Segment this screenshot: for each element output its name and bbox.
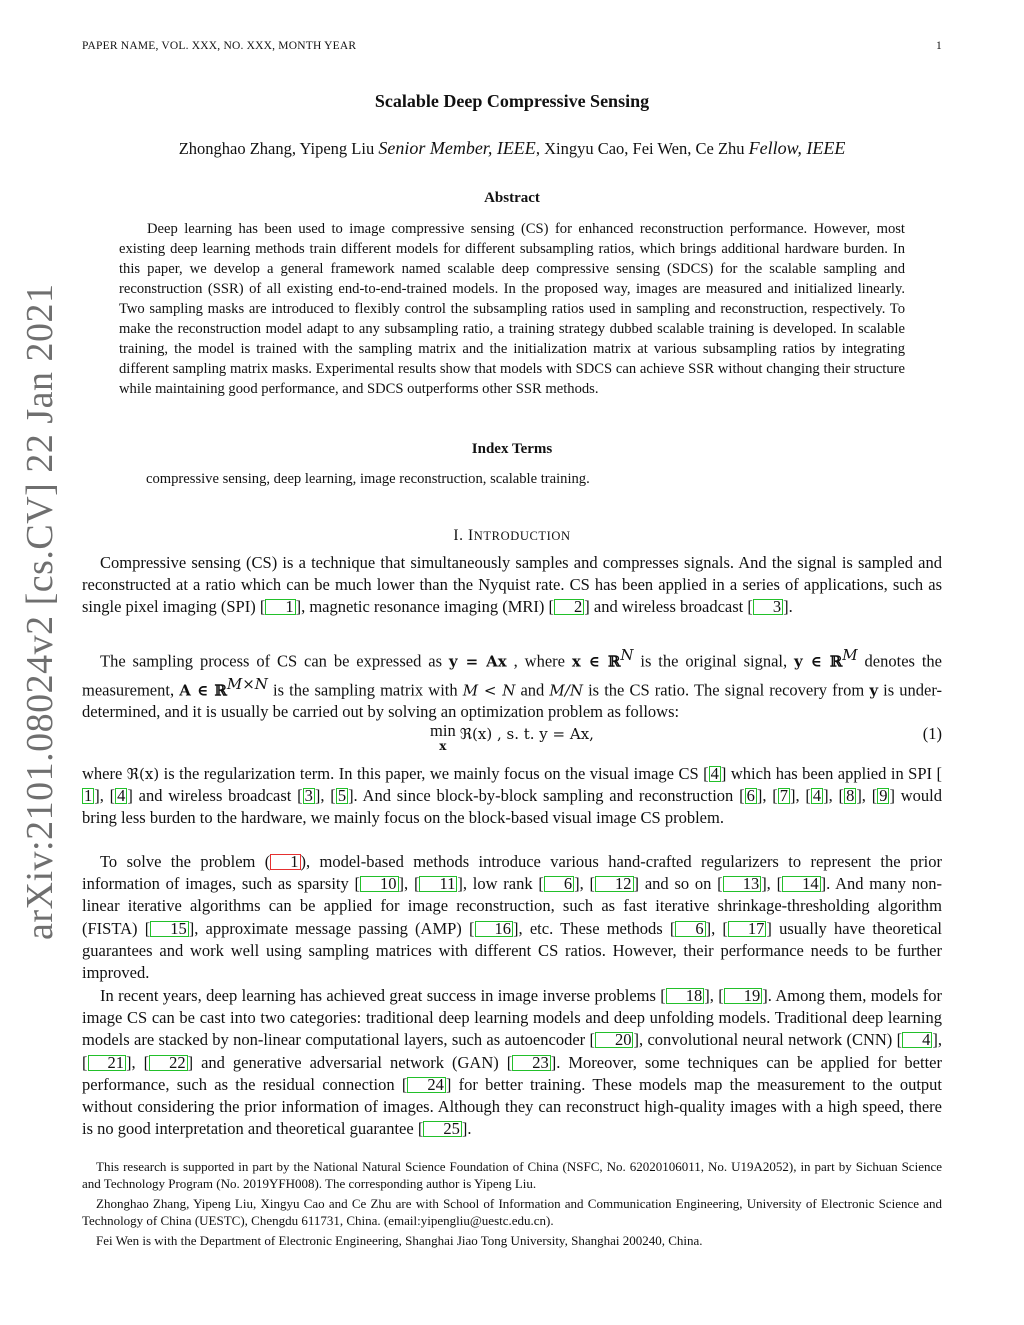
running-header [82, 40, 942, 52]
citation-link[interactable]: 1 [265, 599, 295, 615]
arxiv-identifier[interactable]: arXiv:2101.08024v2 [cs.CV] 22 Jan 2021 [19, 283, 61, 940]
citation-link[interactable]: 23 [512, 1055, 551, 1071]
running-title: PAPER NAME, VOL. XXX, NO. XXX, MONTH YEAR [82, 40, 357, 52]
math-inline: ℜ(x) [126, 765, 160, 783]
citation-link[interactable]: 18 [666, 988, 705, 1004]
citation-link[interactable]: 6 [544, 876, 574, 892]
equation-1 [82, 721, 942, 753]
citation-link[interactable]: 5 [337, 786, 347, 806]
citation-link[interactable]: 10 [360, 876, 399, 892]
index-terms-text: compressive sensing, deep learning, image reconstruction, scalable training. [146, 471, 590, 487]
equation-body: min x ℜ(x) , s. t. y = Ax, [430, 721, 594, 753]
paragraph-intro-4: To solve the problem ( 1 ), model-based methods introduce various hand-crafted regularizers to represent the prior information of images, such as sparsity [ 10 ], [ 11 ], low rank [ 6 ], [ 12 ] and so on [ 13 ], [ 14 ]. And many non-linear iterative algorithms can be applied for image reconstruction, such as fast iterative shrinkage-thresholding algorithm (FISTA) [ 15 ], approximate message passing (AMP) [ 16 ], etc. These methods [ 6 ], [ 17 ] usually have theoretical guarantees and work well using sampling matrices with different CS ratios. However, their performance needs to be further improved. [82, 852, 942, 983]
footnotes [82, 1158, 942, 1252]
footnote-affiliation-sjtu: Fei Wen is with the Department of Electronic Engineering, Shanghai Jiao Tong University, Shanghai 200240, China. [96, 1233, 703, 1248]
citation-link[interactable]: 3 [753, 599, 783, 615]
author-role-1: Senior Member, IEEE [378, 138, 536, 158]
author-names-2: , Xingyu Cao, Fei Wen, Ce Zhu [535, 139, 749, 158]
citation-link[interactable]: 17 [728, 921, 767, 937]
abstract-heading: Abstract [484, 190, 540, 206]
citation-link[interactable]: 11 [419, 876, 457, 892]
section-heading-introduction [0, 527, 1024, 545]
citation-link[interactable]: 19 [724, 988, 763, 1004]
citation-link[interactable]: 4 [902, 1032, 932, 1048]
footnote-affiliation-uestc: Zhonghao Zhang, Yipeng Liu, Xingyu Cao and Ce Zhu are with School of Information and Communication Engineering, University of Electronic Science and Technology of China (UESTC), Chengdu 611731, China. (email:yipengliu@uestc.edu.cn). [82, 1196, 942, 1228]
math-inline: y ∈ ℝ [794, 652, 843, 671]
citation-link[interactable]: 25 [423, 1121, 462, 1137]
paragraph-intro-3: where ℜ(x) is the regularization term. In this paper, we mainly focus on the visual image CS [ 4 ] which has been applied in SPI [1 ], [ 4 ] and wireless broadcast [ 3 ], [ 5 ]. And since block-by-block sampling and reconstruction [ 6 ], [ 7 ], [ 4 ], [ 8 ], [ 9 ] would bring less burden to the hardware, we mainly focus on the block-based visual image CS problem. [82, 764, 943, 828]
citation-link[interactable]: 4 [117, 786, 126, 806]
equation-ref-link[interactable]: 1 [270, 854, 300, 870]
citation-link[interactable]: 9 [879, 786, 888, 806]
citation-link[interactable]: 24 [407, 1077, 446, 1093]
math-inline: M/N [549, 681, 583, 700]
citation-link[interactable]: 7 [779, 786, 788, 806]
paper-title: Scalable Deep Compressive Sensing [374, 91, 650, 111]
page-number: 1 [936, 40, 942, 52]
math-inline: M < N [462, 681, 516, 700]
citation-link[interactable]: 14 [782, 876, 821, 892]
author-role-2: Fellow, IEEE [748, 138, 846, 158]
paragraph-intro-1: Compressive sensing (CS) is a technique that simultaneously samples and compresses signals. And the signal is sampled and reconstructed at a ratio which can be much lower than the Nyquist rate. CS has been applied in a series of applications, such as single pixel imaging (SPI) [ 1 ], magnetic resonance imaging (MRI) [ 2 ] and wireless broadcast [ 3 ]. [82, 553, 942, 617]
section-name: NTRODUCTION [473, 529, 571, 543]
citation-link[interactable]: 20 [595, 1032, 634, 1048]
author-list [82, 138, 942, 159]
citation-link[interactable]: 21 [88, 1055, 127, 1071]
citation-link[interactable]: 15 [150, 921, 189, 937]
paragraph-intro-5: In recent years, deep learning has achieved great success in image inverse problems [ 18 ], [ 19 ]. Among them, models for image CS can be cast into two categories: traditional deep learning models and deep unfolding models. Traditional deep learning models are stacked by non-linear computational layers, such as autoencoder [ 20 ], convolutional neural network (CNN) [ 4 ], [ 21 ], [ 22 ] and generative adversarial network (GAN) [ 23 ]. Moreover, some techniques can be applied for better performance, such as the residual connection [ 24 ] for better training. These models map the measurement to the output without considering the prior information of images. Although they can reconstruct high-quality images with a high speed, there is no good interpretation and theoretical guarantee [ 25 ]. [82, 986, 943, 1139]
citation-link[interactable]: 2 [554, 599, 584, 615]
citation-link[interactable]: 13 [723, 876, 762, 892]
footnote-funding: This research is supported in part by the National Natural Science Foundation of China (NSFC, No. 62020106011, No. U19A2052), in part by Sichuan Science and Technology Program (No. 2019YFH008). The corresponding author is Yipeng Liu. [82, 1159, 942, 1191]
citation-link[interactable]: 4 [710, 764, 719, 783]
citation-link[interactable]: 8 [846, 786, 855, 806]
abstract-text: Deep learning has been used to image compressive sensing (CS) for enhanced reconstruction performance. However, most existing deep learning methods train different models for different subsampling ratios, which brings additional hardware burden. In this paper, we develop a general framework named scalable deep compressive sensing (SDCS) for the scalable sampling and reconstruction (SSR) of all existing end-to-end-trained models. In the proposed way, images are measured and initialized linearly. Two sampling masks are introduced to flexibly control the subsampling ratios used in sampling and reconstruction, respectively. To make the reconstruction model adapt to any subsampling ratio, a training strategy dubbed scalable training is developed. In scalable training, the model is trained with the sampling matrix and the initialization matrix at various subsampling ratios by integrating different sampling matrix masks. Experimental results show that models with SDCS can achieve SSR without changing their structure while maintaining good performance, and SDCS outperforms other SSR methods. [119, 221, 905, 397]
citation-link[interactable]: 1 [84, 786, 93, 806]
author-names-1: Zhonghao Zhang, Yipeng Liu [178, 139, 379, 158]
citation-link[interactable]: 12 [595, 876, 634, 892]
citation-link[interactable]: 22 [149, 1055, 188, 1071]
paragraph-intro-2: The sampling process of CS can be expressed as y = Ax , where x ∈ ℝ$^N$ is the original signal, y ∈ ℝ$^M$ denotes the measurement, A ∈ ℝ$^{M\times N}$ is the sampling matrix with M < N and M/N is the CS ratio. The signal recovery from y is under-determined, and it is usually be carried out by solving an optimization problem as follows: [82, 646, 943, 722]
index-terms-heading: Index Terms [471, 441, 553, 457]
math-inline: A ∈ ℝ [179, 681, 227, 700]
citation-link[interactable]: 6 [675, 921, 705, 937]
citation-link[interactable]: 4 [812, 786, 822, 806]
citation-link[interactable]: 16 [475, 921, 514, 937]
math-inline: y = Ax [448, 652, 507, 671]
citation-link[interactable]: 3 [304, 786, 313, 806]
equation-number: (1) [922, 724, 942, 743]
math-inline: y [869, 681, 879, 700]
section-numeral: I. I [453, 527, 474, 544]
math-inline: x ∈ ℝ [571, 652, 621, 671]
citation-link[interactable]: 6 [746, 786, 755, 806]
